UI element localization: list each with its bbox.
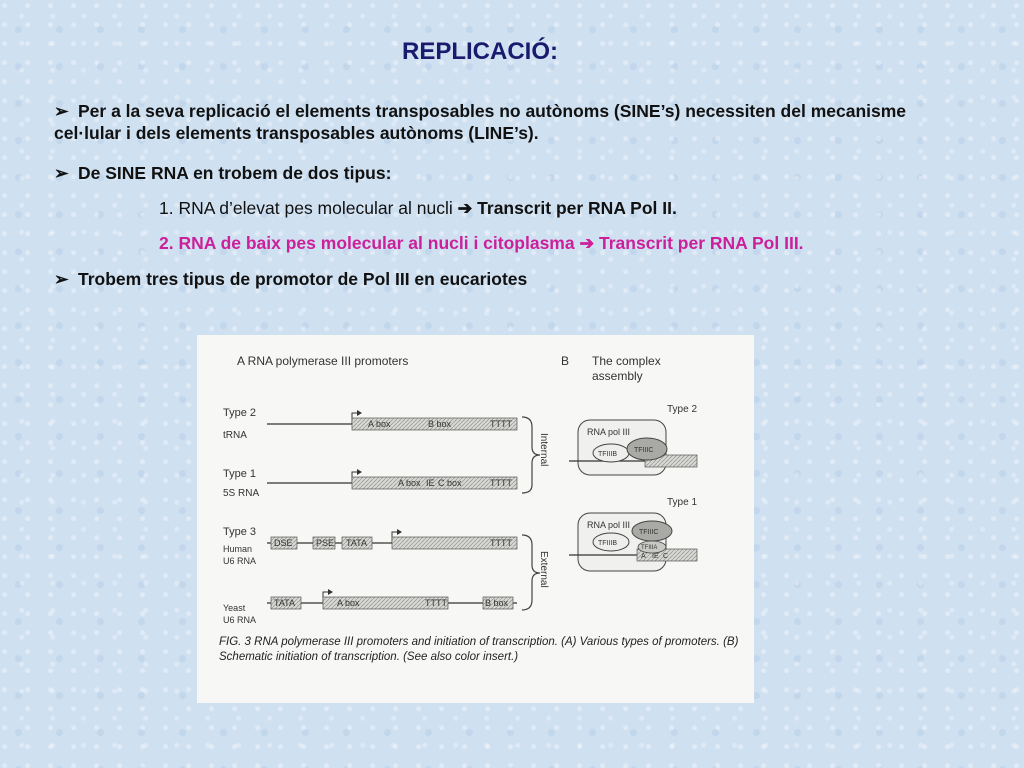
bullet-arrow-icon: ➢	[54, 269, 69, 289]
panel-b-title: assembly	[592, 369, 643, 383]
row-gene: tRNA	[223, 430, 247, 441]
box-label: TATA	[346, 538, 367, 548]
tfiiib-label: TFIIIB	[598, 540, 618, 547]
item-text: 2. RNA de baix pes molecular al nucli i citoplasma	[159, 233, 580, 253]
box-label: A box	[337, 598, 360, 608]
item-result: Transcrit per RNA Pol III.	[594, 233, 804, 253]
item-text: 1. RNA d’elevat pes molecular al nucli	[159, 198, 458, 218]
row-gene: Human	[223, 544, 253, 554]
row-gene: U6 RNA	[223, 615, 257, 625]
promoter-figure	[197, 335, 754, 703]
box-label: TTTT	[490, 478, 512, 488]
box-label: TATA	[274, 598, 295, 608]
row-type: Type 1	[223, 468, 257, 480]
item-result: Transcrit per RNA Pol II.	[472, 198, 677, 218]
bracket-internal	[522, 417, 549, 493]
panel-b-label: B	[561, 354, 570, 368]
promoter-row-type3-human	[223, 526, 517, 566]
promoter-row-type3-yeast	[223, 589, 517, 625]
box-label: B box	[428, 419, 452, 429]
box-label: A box	[398, 478, 421, 488]
pol-label: RNA pol III	[587, 427, 631, 437]
box-label: C	[663, 553, 669, 560]
box-label: IE	[426, 478, 435, 488]
row-type: Type 2	[223, 407, 257, 419]
box-label: TTTT	[425, 598, 447, 608]
bullet-replication	[54, 100, 954, 144]
bracket-label: External	[538, 551, 549, 588]
pol-label: RNA pol III	[587, 520, 631, 530]
tfiiic-label: TFIIIC	[634, 447, 654, 454]
row-type: Type 3	[223, 526, 257, 538]
right-arrow-icon: ➔	[579, 233, 595, 253]
promoter-row-type2	[223, 407, 517, 441]
bullet-arrow-icon: ➢	[54, 163, 69, 183]
figure-caption: FIG. 3 RNA polymerase III promoters and initiation of transcription. (A) Various types of promoters. (B) Schematic initiation of transcription. (See also color insert.)	[219, 636, 739, 663]
box-label: TTTT	[490, 538, 512, 548]
bullet-text: Per a la seva replicació el elements transposables no autònoms (SINE’s) necessiten del mecanisme cel·lular i dels elements transposables autònoms (LINE’s).	[54, 101, 907, 143]
item-low-weight-rna	[159, 232, 804, 254]
panel-a-label: A RNA polymerase III promoters	[237, 354, 409, 368]
bullet-text: De SINE RNA en trobem de dos tipus:	[78, 163, 392, 183]
box-label: B box	[485, 598, 509, 608]
complex-type2	[569, 404, 697, 475]
bracket-external	[522, 535, 549, 610]
complex-type1	[569, 497, 697, 571]
bullet-promoter-types	[54, 268, 527, 290]
row-gene: Yeast	[223, 603, 246, 613]
box-label: IE	[652, 553, 659, 560]
row-gene: U6 RNA	[223, 556, 257, 566]
tfiiia-label: TFIIIA	[641, 545, 658, 551]
promoter-row-type1	[223, 468, 517, 499]
box-label: TTTT	[490, 419, 512, 429]
row-gene: 5S RNA	[223, 488, 260, 499]
box-label: PSE	[316, 538, 335, 548]
tfiiic-label: TFIIIC	[639, 529, 659, 536]
complex-type-label: Type 1	[667, 497, 698, 508]
box-label: C box	[438, 478, 462, 488]
panel-b-title: The complex	[592, 354, 661, 368]
right-arrow-icon: ➔	[457, 198, 473, 218]
bullet-sine-types	[54, 162, 391, 184]
box-label: A	[641, 553, 646, 560]
box-label: DSE	[274, 538, 293, 548]
box-label: A box	[368, 419, 391, 429]
bullet-text: Trobem tres tipus de promotor de Pol III en eucariotes	[78, 269, 528, 289]
slide-title: REPLICACIÓ:	[402, 38, 558, 65]
item-high-weight-rna	[159, 197, 677, 219]
tfiiib-label: TFIIIB	[598, 451, 618, 458]
bullet-arrow-icon: ➢	[54, 101, 69, 121]
complex-type-label: Type 2	[667, 404, 698, 415]
bracket-label: Internal	[538, 433, 549, 467]
